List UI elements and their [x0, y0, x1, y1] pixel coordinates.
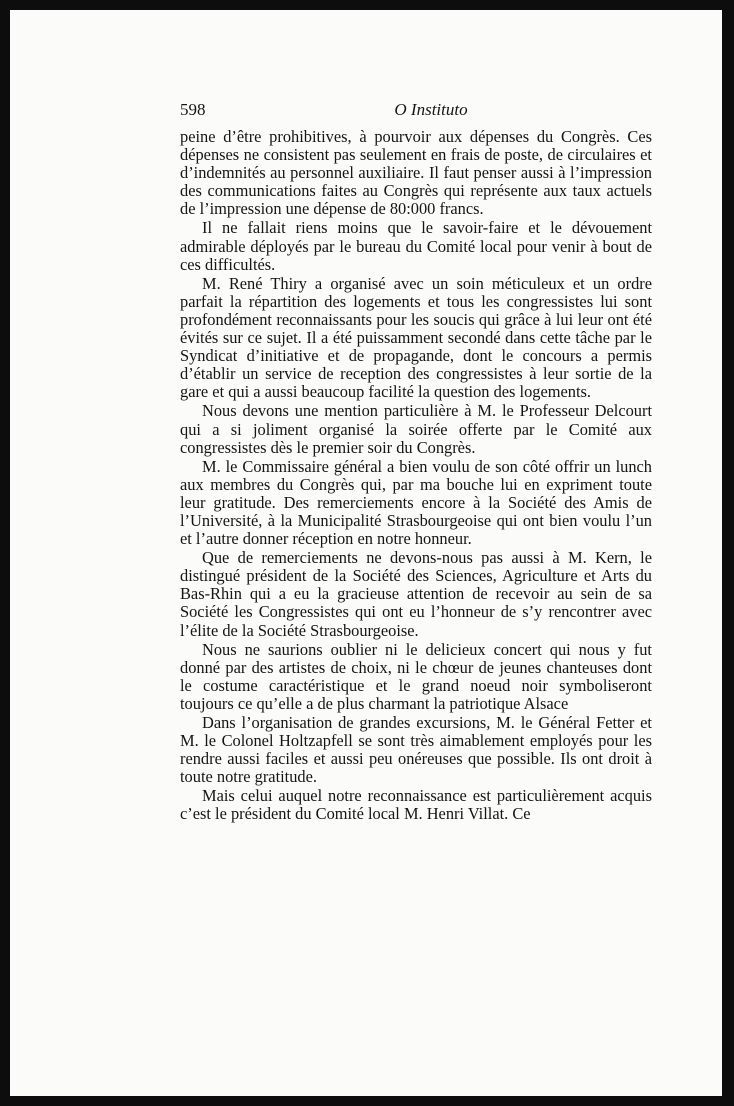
- body-text: [180, 128, 652, 824]
- page-number: 598: [180, 100, 206, 119]
- paragraph: Dans l’organisation de grandes excursions, M. le Général Fetter et M. le Colonel Holtzapfell se sont très aimablement employés pour les rendre aussi faciles et aussi peu onéreuses que possible. Ils ont droit à toute notre gratitude.: [180, 713, 652, 787]
- paragraph: M. le Commissaire général a bien voulu de son côté offrir un lunch aux membres du Congrès qui, par ma bouche lui en expriment toute leur gratitude. Des remerciements encore à la Société des Amis de l’Université, à la Municipalité Strasbourgeoise qui ont bien voulu l’un et l’autre donner réception en notre honneur.: [180, 456, 652, 549]
- running-title: O Instituto: [394, 100, 468, 119]
- paragraph: Que de remerciements ne devons-nous pas aussi à M. Kern, le distingué président de la Société des Sciences, Agriculture et Arts du Bas-Rhin qui a eu la gracieuse attention de recevoir au sein de sa Société les Congressistes qui ont eu l’honneur de s’y rencontrer avec l’élite de la Société Strasbourgeoise.: [180, 548, 652, 640]
- book-page: [180, 98, 652, 824]
- paragraph: Nous ne saurions oublier ni le delicieux concert qui nous y fut donné par des artistes de choix, ni le chœur de jeunes chanteuses dont le costume caractéristique et le grand noeud noir symboliseront toujours ce qu’elle a de plus charmant la patriotique Alsace: [180, 639, 652, 713]
- paragraph: Il ne fallait riens moins que le savoir-faire et le dévouement admirable déployés par le bureau du Comité local pour venir à bout de ces difficultés.: [180, 218, 652, 274]
- paragraph: Mais celui auquel notre reconnaissance est particulièrement acquis c’est le président du Comité local M. Henri Villat. Ce: [180, 786, 652, 824]
- paragraph: Nous devons une mention particulière à M. le Professeur Delcourt qui a si joliment organisé la soirée offerte par le Comité aux congressistes dès le premier soir du Congrès.: [180, 401, 652, 457]
- page-header: [180, 98, 652, 128]
- paragraph: peine d’être prohibitives, à pourvoir aux dépenses du Congrès. Ces dépenses ne consistent pas seulement en frais de poste, de circulaires et d’indemnités au personnel auxiliaire. Il faut penser aussi à l’impression des communications faites au Congrès qui représente aux taux actuels de l’impression une dépense de 80:000 francs.: [180, 127, 652, 219]
- paragraph: M. René Thiry a organisé avec un soin méticuleux et un ordre parfait la répartition des logements et tous les congressistes lui sont profondément reconnaissants pour les soucis qui grâce à lui leur ont été évités sur ce sujet. Il a été puissamment secondé dans cette tâche par le Syndicat d’initiative et de propagande, dont le concours a permis d’établir un service de reception des congressistes à leur sortie de la gare et qui a aussi beaucoup facilité la question des logements.: [180, 273, 652, 402]
